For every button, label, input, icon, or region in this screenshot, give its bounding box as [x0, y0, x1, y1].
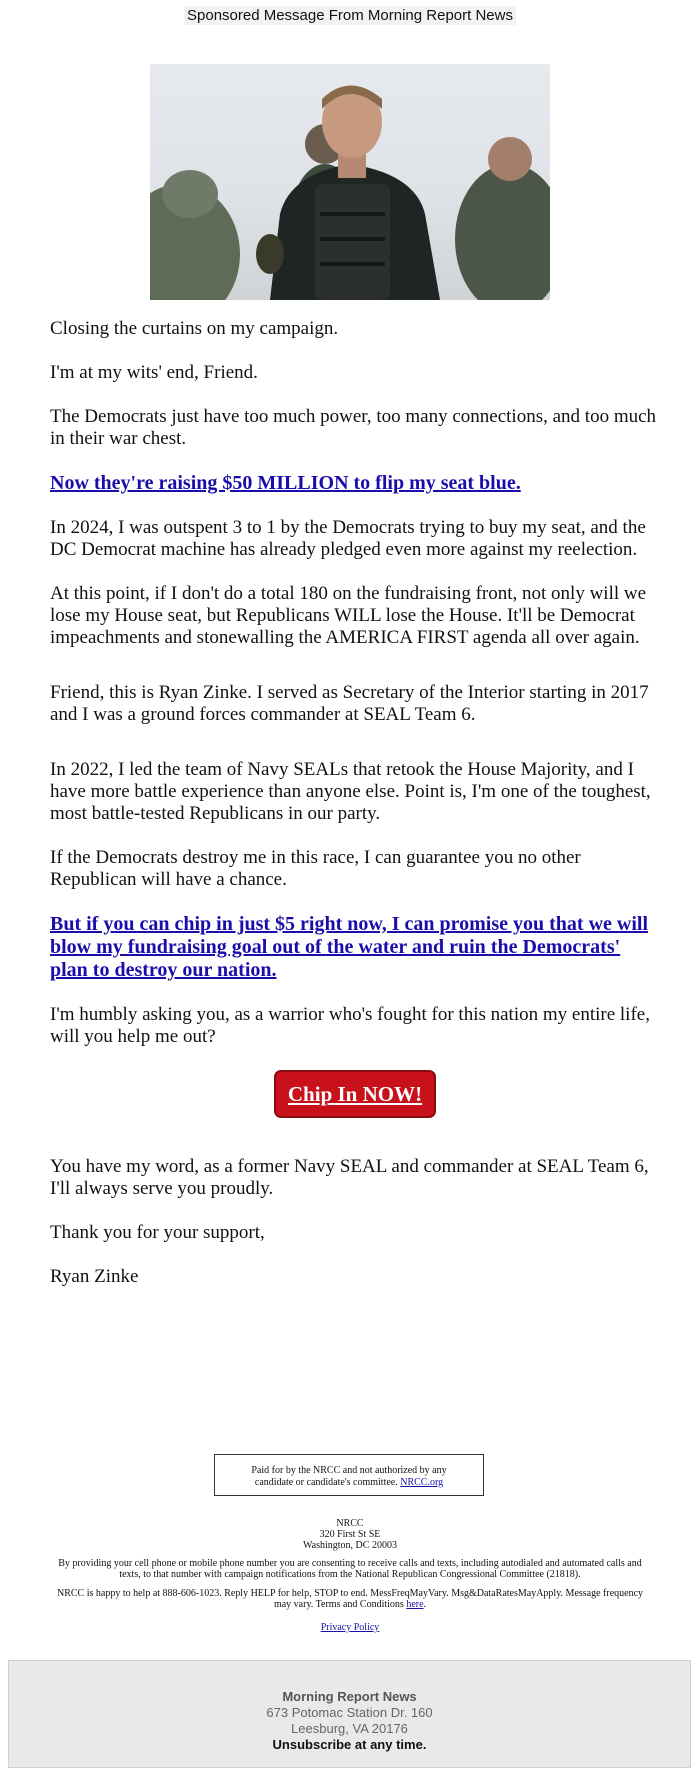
paid-for-disclaimer [214, 1454, 484, 1496]
help-text: NRCC is happy to help at 888-606-1023. Reply HELP for help, STOP to end. MessFreqMayVary. Msg&DataRatesMayApply. Message frequency may vary. Terms and Conditions [56, 1588, 644, 1610]
footer-org: Morning Report News [282, 1689, 417, 1704]
hero-photo-illustration [150, 64, 550, 300]
address-org: NRCC [336, 1518, 364, 1529]
privacy-policy-link[interactable]: Privacy Policy [320, 1622, 380, 1633]
footer [8, 1660, 691, 1768]
paragraph-link-chip-in [50, 913, 660, 982]
paragraph-introduction-zinke: Friend, this is Ryan Zinke. I served as Secretary of the Interior starting in 2017 and I was a ground forces commander at SEAL Team 6. [50, 682, 649, 725]
paragraph-guarantee: If the Democrats destroy me in this race, I can guarantee you no other Republican will have a chance. [50, 847, 581, 890]
link-chip-in-5[interactable]: But if you can chip in just $5 right now, I can promise you that we will blow my fundraising goal out of the water and ruin the Democrats' plan to destroy our nation. [50, 913, 649, 981]
address-street: 320 First St SE [319, 1529, 381, 1540]
cta-container [50, 1070, 660, 1118]
link-50-million[interactable]: Now they're raising $50 MILLION to flip my seat blue. [50, 472, 521, 494]
paragraph-link-50m [50, 472, 660, 495]
paragraph-humbly-asking: I'm humbly asking you, as a warrior who's fought for this nation my entire life, will you help me out? [50, 1004, 650, 1047]
paragraph-democrats-power: The Democrats just have too much power, too many connections, and too much in their war chest. [50, 406, 657, 449]
hero-image [150, 64, 550, 300]
sponsor-bar [0, 0, 700, 32]
paragraph-fundraising: At this point, if I don't do a total 180 on the fundraising front, not only will we lose my House seat, but Republicans WILL lose the House. It'll be Democrat impeachments and stonewalling the AMERICA FIRST agenda all over again. [50, 583, 647, 648]
privacy-row [0, 1622, 700, 1633]
paragraph-thank-you: Thank you for your support, [50, 1222, 265, 1243]
disclaimer-line1: Paid for by the NRCC and not authorized by any [251, 1465, 447, 1476]
paragraph-wits-end: I'm at my wits' end, Friend. [50, 362, 258, 383]
disclaimer-line2: candidate or candidate's committee. [254, 1477, 398, 1488]
nrcc-link[interactable]: NRCC.org [400, 1477, 444, 1488]
paragraph-intro: Closing the curtains on my campaign. [50, 318, 339, 339]
paragraph-navy-seals: In 2022, I led the team of Navy SEALs that retook the House Majority, and I have more battle experience than anyone else. Point is, I'm one of the toughest, most battle-tested Republicans in our party. [50, 759, 651, 824]
sponsor-text: Sponsored Message From Morning Report News [184, 6, 516, 25]
consent-text: By providing your cell phone or mobile phone number you are consenting to receive calls and texts, including autodialed and automated calls and texts, to that number with campaign notifications from the National Republican Congressional Committee (21818). [58, 1558, 642, 1580]
footer-city: Leesburg, VA 20176 [291, 1721, 408, 1736]
chip-in-now-button[interactable]: Chip In NOW! [274, 1070, 436, 1118]
unsubscribe-link[interactable]: Unsubscribe at any time. [272, 1737, 427, 1752]
paragraph-my-word: You have my word, as a former Navy SEAL and commander at SEAL Team 6, I'll always serve you proudly. [50, 1156, 649, 1199]
email-body [50, 318, 660, 1310]
footer-street: 673 Potomac Station Dr. 160 [266, 1705, 433, 1720]
paragraph-outspent: In 2024, I was outspent 3 to 1 by the Democrats trying to buy my seat, and the DC Democrat machine has already pledged even more against my reelection. [50, 517, 646, 560]
signature: Ryan Zinke [50, 1266, 139, 1287]
help-text-block: NRCC is happy to help at 888-606-1023. Reply HELP for help, STOP to end. MessFreqMayVary. Msg&DataRatesMayApply. Message frequency may vary. Terms and Conditions here. [56, 1588, 644, 1610]
address-city: Washington, DC 20003 [303, 1540, 397, 1551]
nrcc-address [0, 1518, 700, 1551]
terms-link[interactable]: here [406, 1599, 424, 1610]
